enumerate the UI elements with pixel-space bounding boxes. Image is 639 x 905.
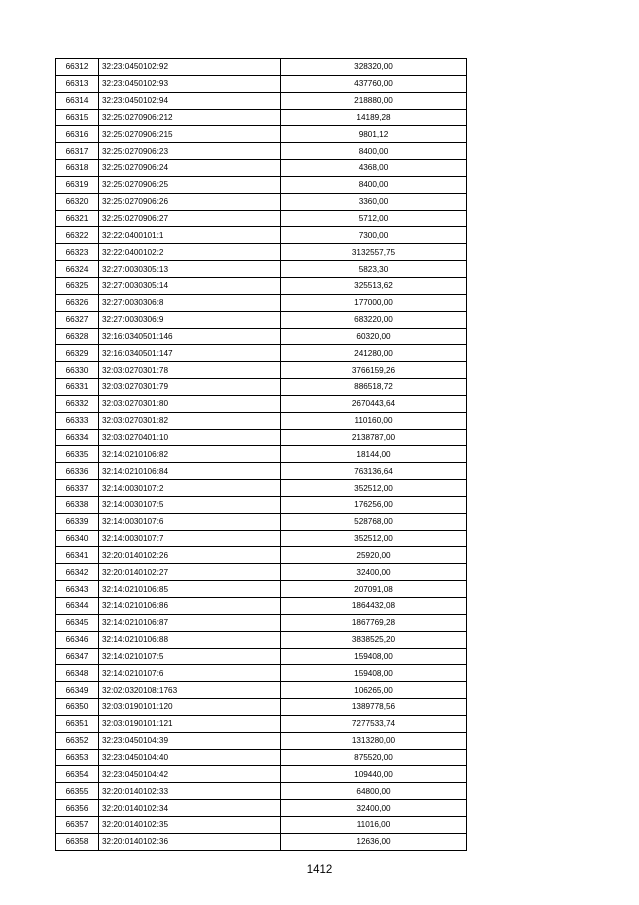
row-number-cell: 66325 (56, 277, 99, 294)
table-row (56, 244, 467, 261)
table-row (56, 362, 467, 379)
row-number-cell: 66342 (56, 564, 99, 581)
value-cell: 886518,72 (281, 379, 467, 396)
value-cell: 3766159,26 (281, 362, 467, 379)
row-number-cell: 66317 (56, 143, 99, 160)
row-number-cell: 66324 (56, 261, 99, 278)
value-cell: 3838525,20 (281, 631, 467, 648)
table-row (56, 75, 467, 92)
table-row (56, 328, 467, 345)
value-cell: 1864432,08 (281, 598, 467, 615)
cadastral-number-cell: 32:20:0140102:27 (99, 564, 281, 581)
value-cell: 1313280,00 (281, 732, 467, 749)
value-cell: 1867769,28 (281, 614, 467, 631)
cadastral-number-cell: 32:25:0270906:23 (99, 143, 281, 160)
table-row (56, 126, 467, 143)
table-row (56, 109, 467, 126)
value-cell: 325513,62 (281, 277, 467, 294)
cadastral-number-cell: 32:22:0400101:1 (99, 227, 281, 244)
cadastral-number-cell: 32:16:0340501:147 (99, 345, 281, 362)
cadastral-number-cell: 32:20:0140102:34 (99, 800, 281, 817)
cadastral-number-cell: 32:23:0450104:39 (99, 732, 281, 749)
table-row (56, 699, 467, 716)
value-cell: 207091,08 (281, 581, 467, 598)
table-row (56, 463, 467, 480)
row-number-cell: 66312 (56, 59, 99, 76)
row-number-cell: 66331 (56, 379, 99, 396)
value-cell: 7277533,74 (281, 715, 467, 732)
table-row (56, 648, 467, 665)
cadastral-number-cell: 32:25:0270906:27 (99, 210, 281, 227)
cadastral-number-cell: 32:25:0270906:25 (99, 176, 281, 193)
value-cell: 159408,00 (281, 648, 467, 665)
cadastral-number-cell: 32:14:0210107:5 (99, 648, 281, 665)
table-row (56, 193, 467, 210)
cadastral-number-cell: 32:23:0450104:42 (99, 766, 281, 783)
row-number-cell: 66326 (56, 294, 99, 311)
table-row (56, 480, 467, 497)
value-cell: 25920,00 (281, 547, 467, 564)
row-number-cell: 66332 (56, 395, 99, 412)
cadastral-number-cell: 32:27:0030306:9 (99, 311, 281, 328)
cadastral-number-cell: 32:03:0270401:10 (99, 429, 281, 446)
row-number-cell: 66338 (56, 496, 99, 513)
row-number-cell: 66344 (56, 598, 99, 615)
row-number-cell: 66320 (56, 193, 99, 210)
table-row (56, 816, 467, 833)
cadastral-number-cell: 32:23:0450102:94 (99, 92, 281, 109)
cadastral-number-cell: 32:14:0030107:2 (99, 480, 281, 497)
table-row (56, 412, 467, 429)
value-cell: 8400,00 (281, 176, 467, 193)
row-number-cell: 66343 (56, 581, 99, 598)
value-cell: 5712,00 (281, 210, 467, 227)
cadastral-number-cell: 32:25:0270906:26 (99, 193, 281, 210)
table-row (56, 783, 467, 800)
cadastral-number-cell: 32:02:0320108:1763 (99, 682, 281, 699)
table-row (56, 92, 467, 109)
value-cell: 352512,00 (281, 530, 467, 547)
table-row (56, 800, 467, 817)
row-number-cell: 66345 (56, 614, 99, 631)
cadastral-number-cell: 32:16:0340501:146 (99, 328, 281, 345)
value-cell: 328320,00 (281, 59, 467, 76)
cadastral-number-cell: 32:27:0030305:13 (99, 261, 281, 278)
table-row (56, 665, 467, 682)
cadastral-number-cell: 32:03:0270301:78 (99, 362, 281, 379)
value-cell: 2138787,00 (281, 429, 467, 446)
cadastral-number-cell: 32:14:0210106:84 (99, 463, 281, 480)
table-row (56, 766, 467, 783)
table-row (56, 59, 467, 76)
cadastral-number-cell: 32:27:0030305:14 (99, 277, 281, 294)
cadastral-number-cell: 32:14:0210107:6 (99, 665, 281, 682)
cadastral-number-cell: 32:23:0450102:92 (99, 59, 281, 76)
cadastral-number-cell: 32:23:0450104:40 (99, 749, 281, 766)
value-cell: 176256,00 (281, 496, 467, 513)
row-number-cell: 66357 (56, 816, 99, 833)
value-cell: 2670443,64 (281, 395, 467, 412)
cadastral-number-cell: 32:25:0270906:212 (99, 109, 281, 126)
row-number-cell: 66358 (56, 833, 99, 850)
table-row (56, 160, 467, 177)
cadastral-number-cell: 32:20:0140102:35 (99, 816, 281, 833)
table-row (56, 143, 467, 160)
cadastral-number-cell: 32:23:0450102:93 (99, 75, 281, 92)
row-number-cell: 66354 (56, 766, 99, 783)
row-number-cell: 66323 (56, 244, 99, 261)
table-row (56, 379, 467, 396)
row-number-cell: 66321 (56, 210, 99, 227)
cadastral-number-cell: 32:20:0140102:26 (99, 547, 281, 564)
value-cell: 60320,00 (281, 328, 467, 345)
table-row (56, 277, 467, 294)
value-cell: 106265,00 (281, 682, 467, 699)
row-number-cell: 66333 (56, 412, 99, 429)
row-number-cell: 66329 (56, 345, 99, 362)
table-row (56, 429, 467, 446)
value-cell: 763136,64 (281, 463, 467, 480)
table-row (56, 210, 467, 227)
value-cell: 528768,00 (281, 513, 467, 530)
table-row (56, 513, 467, 530)
row-number-cell: 66347 (56, 648, 99, 665)
cadastral-number-cell: 32:27:0030306:8 (99, 294, 281, 311)
table-row (56, 530, 467, 547)
value-cell: 241280,00 (281, 345, 467, 362)
cadastral-number-cell: 32:03:0190101:121 (99, 715, 281, 732)
row-number-cell: 66319 (56, 176, 99, 193)
cadastral-number-cell: 32:25:0270906:24 (99, 160, 281, 177)
row-number-cell: 66334 (56, 429, 99, 446)
value-cell: 14189,28 (281, 109, 467, 126)
row-number-cell: 66318 (56, 160, 99, 177)
value-cell: 32400,00 (281, 564, 467, 581)
row-number-cell: 66341 (56, 547, 99, 564)
table-row (56, 564, 467, 581)
cadastral-number-cell: 32:14:0030107:5 (99, 496, 281, 513)
cadastral-number-cell: 32:14:0210106:85 (99, 581, 281, 598)
value-cell: 875520,00 (281, 749, 467, 766)
row-number-cell: 66327 (56, 311, 99, 328)
table-row (56, 395, 467, 412)
cadastral-number-cell: 32:22:0400102:2 (99, 244, 281, 261)
cadastral-number-cell: 32:03:0270301:79 (99, 379, 281, 396)
records-table (55, 58, 467, 851)
row-number-cell: 66351 (56, 715, 99, 732)
row-number-cell: 66335 (56, 446, 99, 463)
cadastral-number-cell: 32:25:0270906:215 (99, 126, 281, 143)
row-number-cell: 66356 (56, 800, 99, 817)
value-cell: 352512,00 (281, 480, 467, 497)
cadastral-number-cell: 32:20:0140102:36 (99, 833, 281, 850)
cadastral-number-cell: 32:14:0210106:88 (99, 631, 281, 648)
table-row (56, 261, 467, 278)
value-cell: 218880,00 (281, 92, 467, 109)
table-row (56, 176, 467, 193)
value-cell: 32400,00 (281, 800, 467, 817)
value-cell: 9801,12 (281, 126, 467, 143)
value-cell: 683220,00 (281, 311, 467, 328)
row-number-cell: 66352 (56, 732, 99, 749)
cadastral-number-cell: 32:20:0140102:33 (99, 783, 281, 800)
cadastral-number-cell: 32:03:0190101:120 (99, 699, 281, 716)
cadastral-number-cell: 32:03:0270301:80 (99, 395, 281, 412)
table-row (56, 345, 467, 362)
table-row (56, 227, 467, 244)
row-number-cell: 66346 (56, 631, 99, 648)
row-number-cell: 66314 (56, 92, 99, 109)
table-row (56, 732, 467, 749)
value-cell: 159408,00 (281, 665, 467, 682)
row-number-cell: 66316 (56, 126, 99, 143)
table-row (56, 446, 467, 463)
table-row (56, 614, 467, 631)
row-number-cell: 66353 (56, 749, 99, 766)
value-cell: 8400,00 (281, 143, 467, 160)
page-number: 1412 (306, 864, 333, 876)
records-body (56, 59, 467, 851)
value-cell: 18144,00 (281, 446, 467, 463)
value-cell: 4368,00 (281, 160, 467, 177)
table-row (56, 547, 467, 564)
row-number-cell: 66336 (56, 463, 99, 480)
value-cell: 12636,00 (281, 833, 467, 850)
cadastral-number-cell: 32:14:0210106:86 (99, 598, 281, 615)
value-cell: 3132557,75 (281, 244, 467, 261)
row-number-cell: 66322 (56, 227, 99, 244)
value-cell: 1389778,56 (281, 699, 467, 716)
table-row (56, 682, 467, 699)
value-cell: 110160,00 (281, 412, 467, 429)
row-number-cell: 66349 (56, 682, 99, 699)
cadastral-number-cell: 32:03:0270301:82 (99, 412, 281, 429)
cadastral-number-cell: 32:14:0210106:82 (99, 446, 281, 463)
table-row (56, 496, 467, 513)
row-number-cell: 66337 (56, 480, 99, 497)
row-number-cell: 66328 (56, 328, 99, 345)
row-number-cell: 66348 (56, 665, 99, 682)
value-cell: 7300,00 (281, 227, 467, 244)
value-cell: 109440,00 (281, 766, 467, 783)
row-number-cell: 66339 (56, 513, 99, 530)
row-number-cell: 66355 (56, 783, 99, 800)
value-cell: 3360,00 (281, 193, 467, 210)
table-row (56, 631, 467, 648)
row-number-cell: 66330 (56, 362, 99, 379)
table-row (56, 833, 467, 850)
table-row (56, 598, 467, 615)
row-number-cell: 66350 (56, 699, 99, 716)
table-row (56, 294, 467, 311)
table-row (56, 715, 467, 732)
cadastral-number-cell: 32:14:0210106:87 (99, 614, 281, 631)
table-row (56, 311, 467, 328)
table-row (56, 581, 467, 598)
value-cell: 177000,00 (281, 294, 467, 311)
value-cell: 11016,00 (281, 816, 467, 833)
table-row (56, 749, 467, 766)
row-number-cell: 66313 (56, 75, 99, 92)
value-cell: 64800,00 (281, 783, 467, 800)
cadastral-number-cell: 32:14:0030107:6 (99, 513, 281, 530)
value-cell: 5823,30 (281, 261, 467, 278)
cadastral-number-cell: 32:14:0030107:7 (99, 530, 281, 547)
row-number-cell: 66315 (56, 109, 99, 126)
row-number-cell: 66340 (56, 530, 99, 547)
value-cell: 437760,00 (281, 75, 467, 92)
